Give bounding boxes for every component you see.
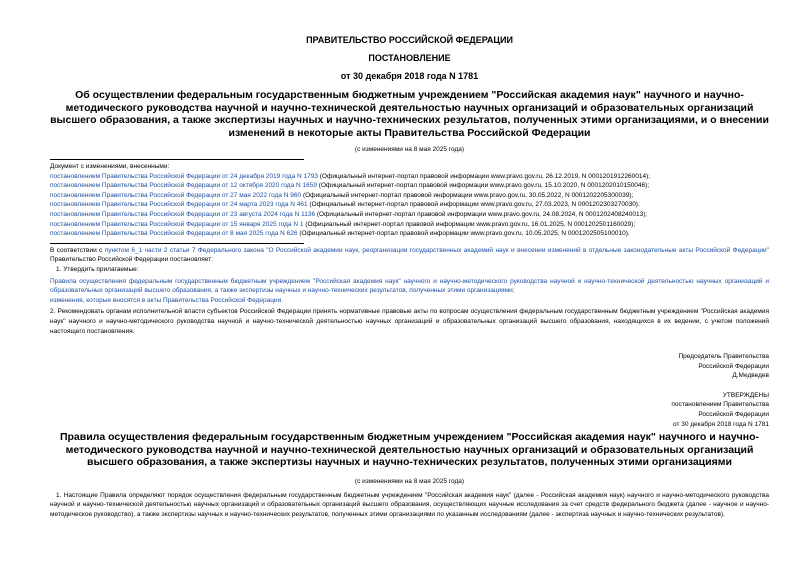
federal-law-link[interactable]: пунктом 6_1 части 2 статьи 7 Федерального закона "О Российской академии наук, реорганизации государственных академий наук и внесении изменений в отдельные законодательные акты Российской Федерации" xyxy=(104,246,769,254)
signature-name: Д.Медведев xyxy=(732,372,769,380)
separator-line xyxy=(50,243,304,244)
document-type: ПОСТАНОВЛЕНИЕ xyxy=(368,53,451,63)
signature-position: Председатель Правительства xyxy=(678,353,769,361)
amendment-item xyxy=(50,229,769,239)
amendment-item xyxy=(50,172,769,182)
document-date: от 30 декабря 2018 года N 1781 xyxy=(340,71,479,81)
amendment-link[interactable]: постановлением Правительства Российской Федерации от 15 января 2025 года N 1 xyxy=(50,220,304,228)
amendment-link[interactable]: постановлением Правительства Российской Федерации от 23 августа 2024 года N 1136 xyxy=(50,210,316,218)
rules-title: Правила осуществления федеральным государственным бюджетным учреждением "Российская академия наук" научного и научно-методического руководства научной и научно-технической деятельностью научных организаций и образовательных организаций высшего образования, а также экспертизы научных и научно-технических результатов, полученных этими организациями xyxy=(59,431,760,469)
approved-label: УТВЕРЖДЕНЫ xyxy=(722,391,769,399)
amendment-item xyxy=(50,210,769,220)
amendment-item xyxy=(50,191,769,201)
rules-changes-note: (с изменениями на 8 мая 2025 года) xyxy=(354,477,465,485)
changes-note: (с изменениями на 8 мая 2025 года) xyxy=(354,146,465,153)
preamble-paragraph xyxy=(50,246,769,265)
approved-country: Российской Федерации xyxy=(698,411,769,419)
amendment-source: (Официальный интернет-портал правовой информации www.pravo.gov.ru, 27.03.2023, N 0001202303270030); xyxy=(307,201,640,209)
approval-block xyxy=(50,391,769,429)
approved-date: от 30 декабря 2018 года N 1781 xyxy=(672,420,769,428)
preamble-text: В соответствии с xyxy=(50,246,105,254)
amendment-source: (Официальный интернет-портал правовой информации www.pravo.gov.ru, 26.12.2019, N 0001201912260014); xyxy=(317,172,651,180)
amendment-link[interactable]: постановлением Правительства Российской Федерации от 8 мая 2025 года N 626 xyxy=(50,230,298,238)
government-heading: ПРАВИТЕЛЬСТВО РОССИЙСКОЙ ФЕДЕРАЦИИ xyxy=(306,35,513,45)
amendment-link[interactable]: постановлением Правительства Российской Федерации от 24 декабря 2019 года N 1793 xyxy=(50,172,318,180)
preamble-text-end: Правительство Российской Федерации постановляет: xyxy=(50,256,213,264)
separator-line xyxy=(50,159,304,160)
amendment-link[interactable]: постановлением Правительства Российской Федерации от 12 октября 2020 года N 1659 xyxy=(50,182,317,190)
amendment-source: (Официальный интернет-портал правовой информации www.pravo.gov.ru, 16.01.2025, N 0001202501160029); xyxy=(303,220,636,228)
document-title: Об осуществлении федеральным государственным бюджетным учреждением "Российская академия наук" научного и научно-методического руководства научной и научно-технической деятельностью научных организаций и образовательных организаций высшего образования, а также экспертизы научных и научно-технических результатов, полученных этими организациями, и о внесении изменений в некоторые акты Правительства Российской Федерации xyxy=(50,89,769,139)
amendments-block xyxy=(50,162,769,239)
amendment-link[interactable]: постановлением Правительства Российской Федерации от 27 мая 2022 года N 960 xyxy=(50,191,302,199)
signature-block xyxy=(50,352,769,381)
amendment-source: (Официальный интернет-портал правовой информации www.pravo.gov.ru, 24.08.2024, N 0001202408240013); xyxy=(315,210,648,218)
amendment-item xyxy=(50,181,769,191)
amendment-source: (Официальный интернет-портал правовой информации www.pravo.gov.ru, 30.05.2022, N 0001202205300039); xyxy=(301,191,634,199)
changes-link[interactable]: изменения, которые вносятся в акты Правительства Российской Федерации. xyxy=(50,296,284,304)
paragraph-2: 2. Рекомендовать органам исполнительной власти субъектов Российской Федерации принять нормативные правовые акты по вопросам осуществления федеральным государственным бюджетным учреждением "Российская академия наук" научного и научно-методического руководства научной и научно-технической деятельностью научных организаций и образовательных организаций высшего образования, находящихся в их ведении, с учетом положений настоящего постановления. xyxy=(50,308,769,335)
paragraph-1: 1. Утвердить прилагаемые: xyxy=(56,265,139,273)
amendment-source: (Официальный интернет-портал правовой информации www.pravo.gov.ru, 10.05.2025, N 0001202505100010). xyxy=(297,230,630,238)
signature-country: Российской Федерации xyxy=(698,362,769,370)
approved-by: постановлением Правительства xyxy=(671,401,769,409)
amendments-intro: Документ с изменениями, внесенными: xyxy=(50,163,170,170)
amendment-link[interactable]: постановлением Правительства Российской Федерации от 24 марта 2023 года N 461 xyxy=(50,201,308,209)
amendment-item xyxy=(50,220,769,230)
rules-link[interactable]: Правила осуществления федеральным государственным бюджетным учреждением "Российская академия наук" научного и научно-методического руководства научной и научно-технической деятельностью научных организаций и образовательных организаций высшего образования, а также экспертизы научных и научно-технических результатов, полученных этими организациями; xyxy=(50,277,769,295)
amendment-item xyxy=(50,200,769,210)
amendment-source: (Официальный интернет-портал правовой информации www.pravo.gov.ru, 15.10.2020, N 0001202010150046); xyxy=(316,182,650,190)
rules-paragraph-1: 1. Настоящие Правила определяют порядок осуществления федеральным государственным бюджетным учреждением "Российская академия наук" (далее - Российская академия наук) научного и научно-методического руководства научной и научно-технической деятельностью научных организаций и образовательных организаций высшего образования, осуществляющих научные исследования за счет средств федерального бюджета (далее - научное и научно-методическое руководство), а также экспертизы научных и научно-технических результатов, полученных этими организациями по указанным исследованиям (далее - экспертиза научных и научно-технических результатов). xyxy=(50,491,769,518)
